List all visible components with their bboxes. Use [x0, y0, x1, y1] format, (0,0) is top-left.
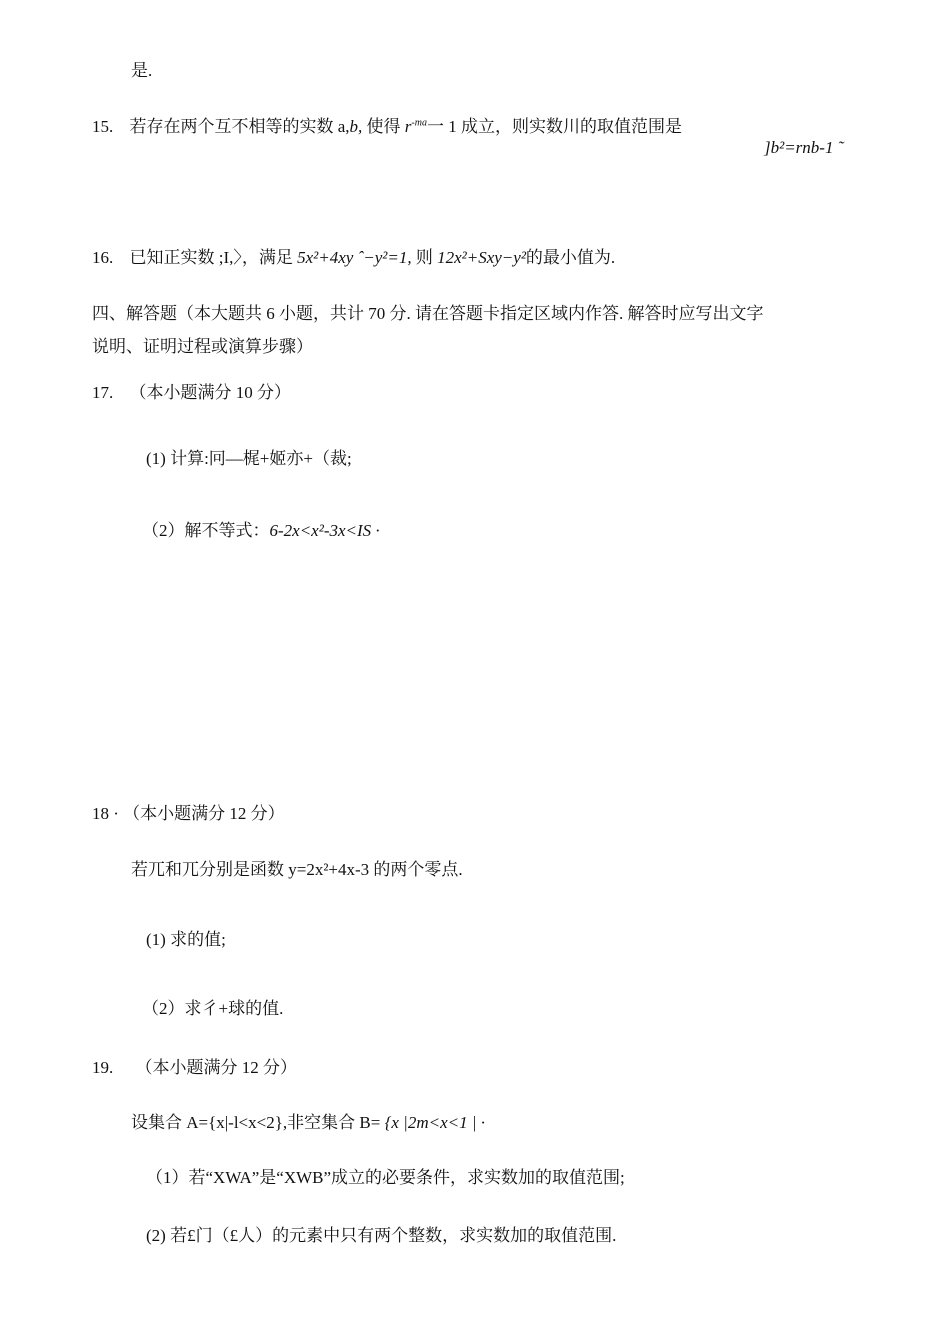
q19-part2: (2) 若£门（£人）的元素中只有两个整数，求实数加的取值范围.	[146, 1226, 617, 1245]
part-label: （2）解不等式：	[142, 521, 270, 540]
score-note: （本小题满分 10 分）	[129, 383, 291, 402]
section-heading: 四、解答题（本大题共 6 小题，共计 70 分. 请在答题卡指定区域内作答. 解答时应写出文字	[92, 304, 764, 323]
question-18	[92, 803, 285, 825]
section-heading-cont: 说明、证明过程或演算步骤）	[92, 337, 313, 356]
q19-stem	[131, 1112, 485, 1134]
top-fragment: 是.	[131, 61, 153, 80]
stem-text: 设集合 A={x|-l<x<2},非空集合 B=	[131, 1113, 385, 1132]
score-note: （本小题满分 12 分）	[135, 1058, 297, 1077]
question-text: 已知正实数 ;I,〉，满足	[129, 248, 298, 267]
question-text: 的最小值为.	[525, 248, 616, 267]
question-number: 19.	[92, 1058, 114, 1077]
garbled-formula-sup: -ma	[411, 117, 427, 129]
q17-part1: (1) 计算:冋—梶+姬亦+（裁;	[146, 449, 352, 468]
question-number: 15.	[92, 117, 114, 136]
question-15	[92, 116, 682, 138]
question-text: 则	[411, 248, 438, 267]
q18-stem: 若兀和兀分别是函数 y=2x²+4x-3 的两个零点.	[131, 860, 463, 879]
question-number: 17.	[92, 383, 114, 402]
question-text: 一 1 成立，则实数川的取值范围是	[426, 117, 682, 136]
expression: 12x²+Sxy−y²	[437, 248, 526, 267]
question-number: 16.	[92, 248, 114, 267]
q19-part1: （1）若“XWA”是“XWB”成立的必要条件，求实数加的取值范围;	[146, 1168, 625, 1187]
q18-part1: (1) 求的值;	[146, 930, 226, 949]
question-19	[92, 1057, 297, 1079]
question-17	[92, 382, 291, 404]
question-number: 18 ·	[92, 804, 119, 823]
question-16	[92, 247, 615, 269]
q17-part2	[142, 520, 380, 542]
question-text: 使得	[362, 117, 405, 136]
equation: 5x²+4xy ˆ−y²=1,	[297, 248, 412, 267]
score-note: （本小题满分 12 分）	[123, 804, 285, 823]
variable-b: b,	[349, 117, 363, 136]
question-text: 若存在两个互不相等的实数 a,	[129, 117, 350, 136]
side-formula: ]b²=rnb-1 ˜	[764, 138, 844, 157]
inequality: 6-2x<x²-3x<IS ·	[269, 521, 380, 540]
garbled-formula: r	[404, 117, 412, 136]
set-b: {x |2m<x<1 | ·	[384, 1113, 486, 1132]
q18-part2: （2）求彳+球的值.	[142, 999, 284, 1018]
